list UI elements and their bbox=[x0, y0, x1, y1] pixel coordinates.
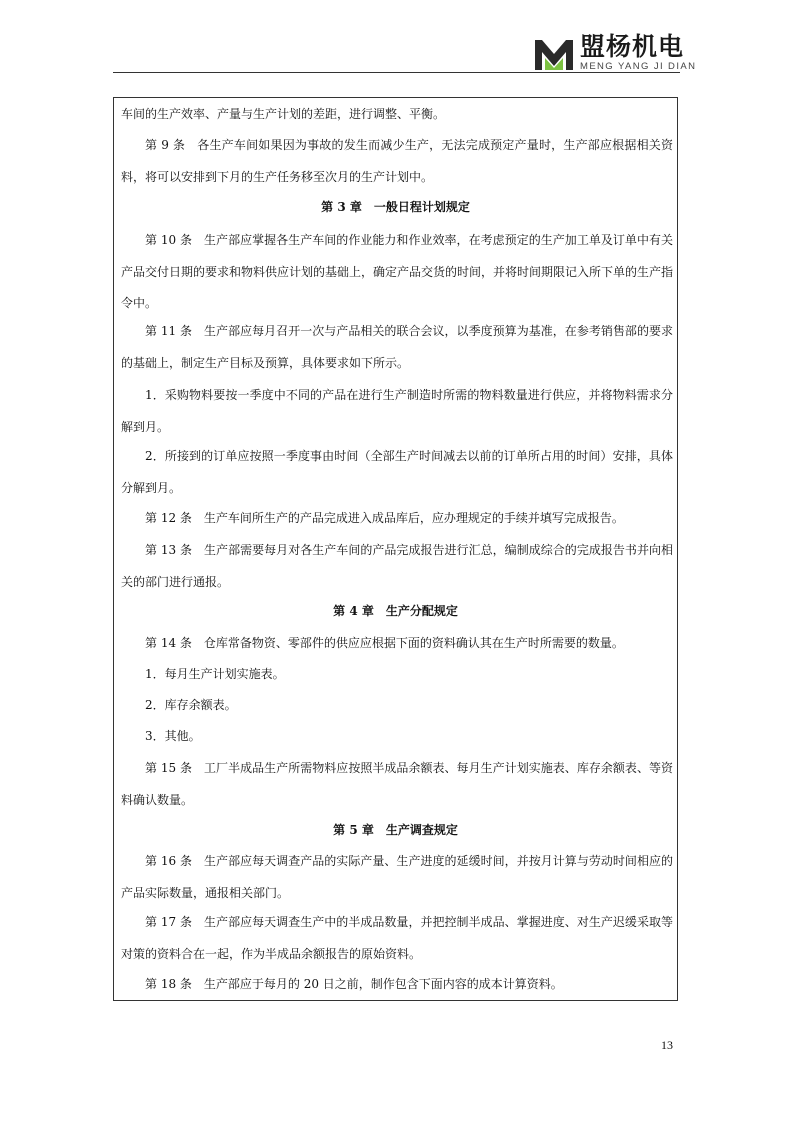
article-14-item-3: 3．其他。 bbox=[145, 729, 201, 743]
article-14: 第 14 条 仓库常备物资、零部件的供应应根据下面的资料确认其在生产时所需要的数量。 bbox=[145, 636, 624, 650]
article-11-item-2: 2．所接到的订单应按照一季度事由时间（全部生产时间减去以前的订单所占用的时间）安排，具体分解到月。 bbox=[121, 449, 673, 495]
article-11-item-1: 1．采购物料要按一季度中不同的产品在进行生产制造时所需的物料数量进行供应，并将物料需求分解到月。 bbox=[121, 388, 673, 434]
article-18: 第 18 条 生产部应于每月的 20 日之前，制作包含下面内容的成本计算资料。 bbox=[145, 977, 563, 991]
chapter-4-heading: 第 4 章 生产分配规定 bbox=[333, 604, 458, 618]
article-16: 第 16 条 生产部应每天调查产品的实际产量、生产进度的延缓时间，并按月计算与劳动时间相应的产品实际数量，通报相关部门。 bbox=[121, 854, 673, 900]
company-name-cn: 盟杨机电 bbox=[580, 32, 685, 61]
article-15: 第 15 条 工厂半成品生产所需物料应按照半成品余额表、每月生产计划实施表、库存余额表、等资料确认数量。 bbox=[121, 761, 673, 807]
chapter-5-heading: 第 5 章 生产调查规定 bbox=[333, 823, 458, 837]
page-number: 13 bbox=[661, 1038, 673, 1052]
article-10: 第 10 条 生产部应掌握各生产车间的作业能力和作业效率，在考虑预定的生产加工单及订单中有关产品交付日期的要求和物料供应计划的基础上，确定产品交货的时间，并将时间期限记入所下单的生产指令中。 bbox=[121, 233, 674, 310]
article-13: 第 13 条 生产部需要每月对各生产车间的产品完成报告进行汇总，编制成综合的完成报告书并向相关的部门进行通报。 bbox=[121, 543, 673, 589]
page-header bbox=[0, 0, 793, 80]
company-name-en: MENG YANG JI DIAN bbox=[580, 61, 697, 72]
paragraph-continuation: 车间的生产效率、产量与生产计划的差距，进行调整、平衡。 bbox=[121, 107, 446, 121]
article-17: 第 17 条 生产部应每天调查生产中的半成品数量，并把控制半成品、掌握进度、对生产迟缓采取等对策的资料合在一起，作为半成品余额报告的原始资料。 bbox=[121, 915, 673, 961]
header-divider bbox=[113, 72, 680, 73]
article-14-item-1: 1．每月生产计划实施表。 bbox=[145, 667, 285, 681]
company-logo-icon bbox=[535, 38, 573, 70]
article-14-item-2: 2．库存余额表。 bbox=[145, 698, 237, 712]
article-9: 第 9 条 各生产车间如果因为事故的发生而减少生产，无法完成预定产量时，生产部应根据相关资料，将可以安排到下月的生产任务移至次月的生产计划中。 bbox=[121, 138, 673, 184]
article-12: 第 12 条 生产车间所生产的产品完成进入成品库后，应办理规定的手续并填写完成报告。 bbox=[145, 511, 624, 525]
article-11: 第 11 条 生产部应每月召开一次与产品相关的联合会议，以季度预算为基准，在参考销售部的要求的基础上，制定生产目标及预算，具体要求如下所示。 bbox=[121, 324, 673, 370]
chapter-3-heading: 第 3 章 一般日程计划规定 bbox=[321, 200, 470, 214]
